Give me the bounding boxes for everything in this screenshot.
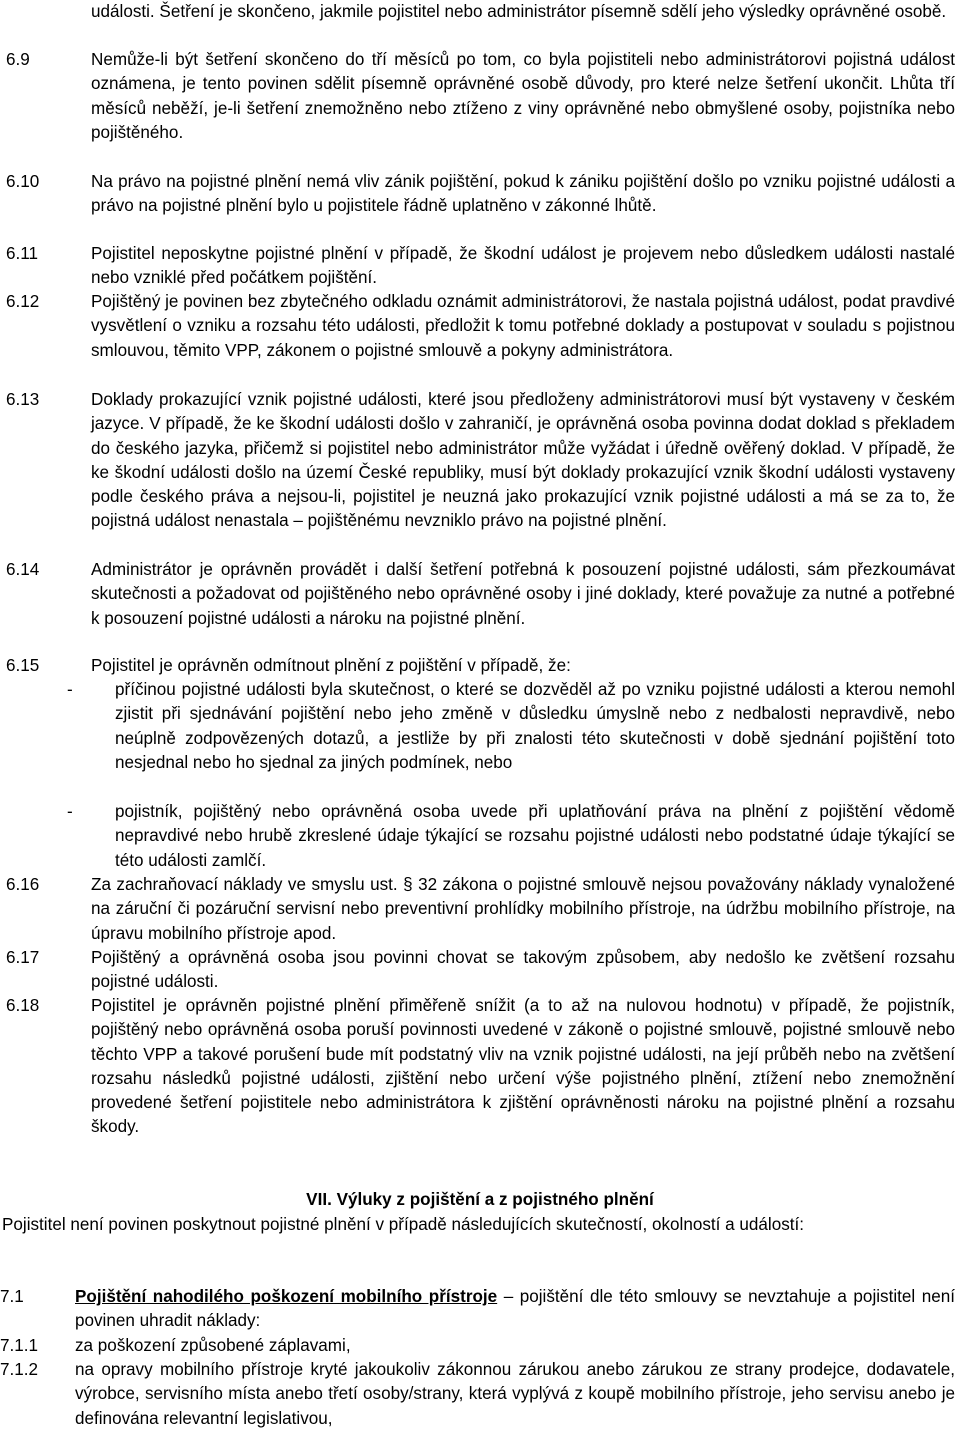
clause-number: 6.9 — [6, 50, 30, 69]
section-intro — [0, 1213, 960, 1237]
clause-6-18 — [0, 994, 960, 1140]
clause-number: 6.14 — [6, 560, 40, 579]
clause-number: 6.11 — [6, 244, 39, 263]
clause-number: 6.18 — [6, 996, 40, 1015]
clause-number: 7.1.1 — [0, 1336, 39, 1355]
bullet-dash: - — [67, 680, 73, 699]
clause-text — [75, 1285, 955, 1334]
clause-6-15 — [0, 654, 960, 678]
paragraph-text: události. Šetření je skončeno, jakmile pojistitel nebo administrátor písemně sdělí jeho výsledky oprávněné osobě. — [91, 2, 947, 21]
clause-text: Nemůže-li být šetření skončeno do tří měsíců po tom, co byla pojistiteli nebo administrátorovi pojistná událost oznámena, je tento povinen sdělit písemně oprávněné osobě důvody, pro které nelze šetření ukončit. Lhůta tří měsíců neběží, je-li šetření znemožněno nebo ztíženo z viny oprávněné nebo obmyšlené osoby, pojistníka nebo pojištěného. — [91, 50, 955, 142]
clause-text: Na právo na pojistné plnění nemá vliv zánik pojištění, pokud k zániku pojištění došlo po vzniku pojistné události a právo na pojistné plnění bylo u pojistitele řádně uplatněno v zákonné lhůtě. — [91, 172, 955, 216]
clause-number: 6.12 — [6, 292, 40, 311]
list-item — [0, 678, 960, 775]
clause-6-10 — [0, 170, 960, 219]
clause-number: 6.10 — [6, 172, 40, 191]
section-intro-text: Pojistitel není povinen poskytnout pojistné plnění v případě následujících skutečností, okolností a událostí: — [2, 1215, 805, 1234]
clause-6-14 — [0, 558, 960, 631]
list-item — [0, 800, 960, 873]
clause-7-1-1 — [0, 1334, 960, 1358]
clause-7-1-2 — [0, 1358, 960, 1431]
clause-6-9 — [0, 48, 960, 145]
clause-number: 6.13 — [6, 390, 40, 409]
bullet-text: příčinou pojistné události byla skutečnost, o které se dozvěděl až po vzniku pojistné události a kterou nemohl zjistit při sjednávání pojištění nebo jeho změně v důsledku úmyslně nebo z nedbalosti nepravdivě, nebo neúplně zodpovězených dotazů, a jestliže by při znalosti této skutečnosti v době sjednání pojištění toto nesjednal nebo ho sjednal za jiných podmínek, nebo — [115, 680, 955, 772]
clause-text: Administrátor je oprávněn provádět i další šetření potřebná k posouzení pojistné události, sám přezkoumávat skutečnosti a požadovat od pojištěného nebo oprávněné osoby i jiné doklady, které považuje za nutné a potřebné k posouzení pojistné události a nároku na pojistné plnění. — [91, 560, 955, 628]
clause-number: 6.15 — [6, 656, 40, 675]
clause-text: Doklady prokazující vznik pojistné události, které jsou předloženy administrátorovi musí být vystaveny v českém jazyce. V případě, že ke škodní události došlo v zahraničí, je oprávněná osoba povinna dodat doklad s překladem do českého jazyka, přičemž si pojistitel nebo administrátor může vyžádat i úředně ověřený doklad. V případě, že ke škodní události došlo na území České republiky, musí být doklady prokazující vznik škodní události vystaveny podle českého práva a nejsou-li, pojistitel je neuzná jako prokazující vznik pojistné události a má se za to, že pojistná událost nenastala – pojištěnému nevzniklo právo na pojistné plnění. — [91, 390, 955, 531]
bullet-dash: - — [67, 802, 73, 821]
clause-text: Pojistitel je oprávněn pojistné plnění přiměřeně snížit (a to až na nulovou hodnotu) v případě, že pojistník, pojištěný nebo oprávněná osoba poruší povinnosti uvedené v zákoně o pojistné smlouvě, pojistné smlouvě nebo těchto VPP a takové porušení bude mít podstatný vliv na vznik pojistné události, na její průběh nebo na zvětšení rozsahu následků pojistné události, zjištění nebo určení výše pojistného plnění, ztížení nebo znemožnění provedené šetření pojistitele nebo administrátora k zjištění oprávněnosti nároku na pojistné plnění a rozsahu škody. — [91, 996, 955, 1137]
clause-6-16 — [0, 873, 960, 946]
paragraph-continuation — [0, 0, 960, 24]
clause-text: Pojištěný a oprávněná osoba jsou povinni chovat se takovým způsobem, aby nedošlo ke zvětšení rozsahu pojistné události. — [91, 948, 955, 992]
clause-number: 6.16 — [6, 875, 40, 894]
clause-text: na opravy mobilního přístroje kryté jakoukoliv zákonnou zárukou anebo zárukou ze strany prodejce, dodavatele, výrobce, servisního místa anebo třetí osoby/strany, která vyplývá z koupě mobilního přístroje, jeho servisu anebo je definována relevantní legislativou, — [75, 1360, 955, 1428]
clause-number: 6.17 — [6, 948, 40, 967]
clause-text: Pojistitel neposkytne pojistné plnění v případě, že škodní událost je projevem nebo důsledkem události nastalé nebo vzniklé před počátkem pojištění. — [91, 244, 955, 288]
clause-7-1 — [0, 1285, 960, 1334]
section-heading: VII. Výluky z pojištění a z pojistného plnění — [306, 1190, 654, 1209]
clause-text: Pojištěný je povinen bez zbytečného odkladu oznámit administrátorovi, že nastala pojistná událost, podat pravdivé vysvětlení o vzniku a rozsahu této události, předložit k tomu potřebné doklady a postupovat v souladu s pojistnou smlouvou, těmito VPP, zákonem o pojistné smlouvě a pokyny administrátora. — [91, 292, 955, 360]
clause-6-17 — [0, 946, 960, 995]
clause-6-12 — [0, 290, 960, 363]
clause-6-13 — [0, 388, 960, 534]
clause-number: 7.1 — [0, 1287, 24, 1306]
clause-text: Pojistitel je oprávněn odmítnout plnění z pojištění v případě, že: — [91, 656, 571, 675]
clause-text: Za zachraňovací náklady ve smyslu ust. § 32 zákona o pojistné smlouvě nejsou považovány náklady vynaložené na záruční či pozáruční servisní nebo preventivní prohlídky mobilního přístroje, na údržbu mobilního přístroje, na úpravu mobilního přístroje apod. — [91, 875, 955, 943]
clause-title: Pojištění nahodilého poškození mobilního přístroje — [75, 1287, 498, 1306]
clause-rest: – pojištění dle této smlouvy se nevztahuje a pojistitel není povinen uhradit náklady: — [75, 1287, 955, 1331]
bullet-text: pojistník, pojištěný nebo oprávněná osoba uvede při uplatňování práva na plnění z pojištění vědomě nepravdivé nebo hrubě zkreslené údaje týkající se rozsahu pojistné události nebo podstatné údaje týkající se této události zamlčí. — [115, 802, 955, 870]
clause-6-11 — [0, 242, 960, 291]
clause-number: 7.1.2 — [0, 1360, 39, 1379]
clause-text: za poškození způsobené záplavami, — [75, 1336, 351, 1355]
